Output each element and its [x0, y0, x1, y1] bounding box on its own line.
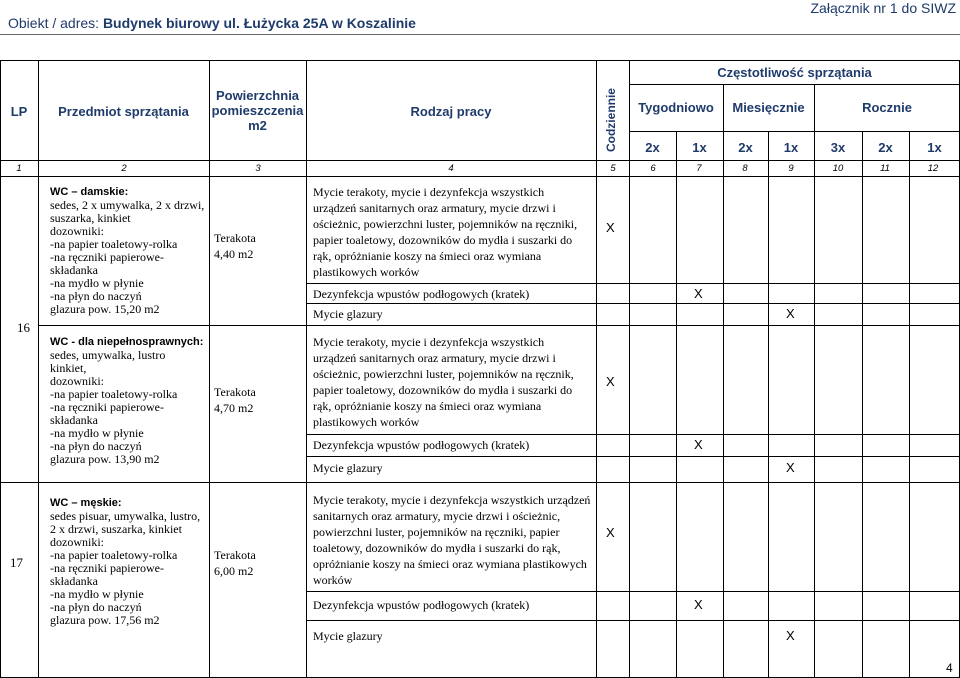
subject-line: -na mydło w płynie — [50, 276, 144, 290]
subject-wc-disabled — [50, 336, 203, 466]
subject-line: glazura pow. 15,20 m2 — [50, 302, 160, 316]
subject-title: WC – męskie: — [50, 497, 122, 509]
yearly-header: Rocznie — [862, 100, 912, 115]
subject-title: WC – damskie: — [50, 186, 129, 198]
col-number: 5 — [610, 163, 616, 174]
area-wc-female — [214, 230, 256, 262]
area-header-line3: m2 — [248, 118, 267, 133]
subject-line: -na płyn do naczyń — [50, 289, 142, 303]
mark-weekly-1x: X — [694, 437, 703, 452]
subject-line: dozowniki: — [50, 374, 104, 388]
subject-line: -na papier toaletowy-rolka — [50, 548, 178, 562]
work-line: papier toaletowy, dozowników do mydła i suszarki do — [313, 383, 573, 397]
work-tiles-wc-female: Mycie glazury — [313, 307, 383, 321]
work-tiles-wc-male: Mycie glazury — [313, 629, 383, 643]
freq-col: 2x — [878, 140, 893, 155]
area-wc-disabled — [214, 384, 256, 416]
row-lp-16: 16 — [17, 320, 30, 335]
work-main-wc-disabled — [313, 334, 574, 430]
subject-line: -na papier toaletowy-rolka — [50, 237, 178, 251]
col-area-header — [209, 88, 306, 133]
subject-line: sedes, umywalka, lustro — [50, 348, 166, 362]
monthly-header: Miesięcznie — [732, 100, 805, 115]
mark-daily: X — [606, 374, 615, 389]
work-line: urządzeń sanitarnych oraz armatury, mycie drzwi i — [313, 201, 556, 215]
subject-line: dozowniki: — [50, 535, 104, 549]
page-number: 4 — [946, 661, 953, 675]
weekly-header: Tygodniowo — [638, 100, 714, 115]
subject-line: glazura pow. 13,90 m2 — [50, 452, 160, 466]
col-number: 7 — [696, 163, 702, 174]
work-line: rąk, opróżnianie koszy na śmieci oraz wymiana — [313, 249, 542, 263]
work-line: Mycie terakoty, mycie i dezynfekcja wszystkich — [313, 335, 545, 349]
col-number: 3 — [255, 163, 261, 174]
mark-daily: X — [606, 220, 615, 235]
subject-line: -na mydło w płynie — [50, 426, 144, 440]
col-number: 10 — [832, 163, 844, 174]
work-line: powierzchni luster, pojemników na ręczniki, papier — [313, 525, 560, 539]
col-number: 6 — [650, 163, 656, 174]
work-tiles-wc-disabled: Mycie glazury — [313, 461, 383, 475]
area-value: 4,70 m2 — [214, 401, 254, 415]
subject-line: składanka — [50, 263, 98, 277]
work-line: toaletowy, dozowników do mydła i suszarki do rąk, — [313, 541, 561, 555]
work-main-wc-male — [313, 492, 590, 588]
subject-line: suszarka, kinkiet — [50, 211, 131, 225]
subject-line: -na płyn do naczyń — [50, 439, 142, 453]
subject-line: sedes, 2 x umywalka, 2 x drzwi, — [50, 198, 205, 212]
subject-line: składanka — [50, 413, 98, 427]
work-line: opróżnianie koszy na śmieci oraz wymiana plastikowych — [313, 557, 587, 571]
mark-daily: X — [606, 525, 615, 540]
freq-col: 2x — [645, 140, 660, 155]
col-work-header: Rodzaj pracy — [410, 104, 492, 119]
mark-monthly-1x: X — [786, 628, 795, 643]
col-number: 8 — [742, 163, 748, 174]
col-number: 12 — [927, 163, 939, 174]
col-lp-header: LP — [10, 104, 28, 119]
subject-line: sedes pisuar, umywalka, lustro, — [50, 509, 201, 523]
work-drain-wc-male: Dezynfekcja wpustów podłogowych (kratek) — [313, 598, 530, 612]
freq-col: 1x — [692, 140, 707, 155]
subject-line: 2 x drzwi, suszarka, kinkiet — [50, 522, 182, 536]
freq-col: 3x — [830, 140, 846, 155]
address-prefix: Obiekt / adres: — [8, 15, 103, 31]
subject-line: -na ręczniki papierowe- — [50, 561, 164, 575]
work-drain-wc-female: Dezynfekcja wpustów podłogowych (kratek) — [313, 287, 530, 301]
area-material: Terakota — [214, 548, 256, 562]
freq-col: 1x — [927, 140, 942, 155]
subject-line: -na ręczniki papierowe- — [50, 250, 164, 264]
freq-col: 1x — [783, 140, 799, 155]
mark-monthly-1x: X — [786, 460, 795, 475]
area-material: Terakota — [214, 231, 256, 245]
subject-wc-female — [50, 186, 204, 316]
col-number: 1 — [16, 163, 22, 174]
work-line: Mycie terakoty, mycie i dezynfekcja wszystkich — [313, 185, 545, 199]
subject-line: -na mydło w płynie — [50, 587, 144, 601]
work-line: ościeżnic, powierzchni luster, pojemników na ręcznik, — [313, 367, 574, 381]
subject-wc-male — [50, 497, 200, 627]
subject-line: -na ręczniki papierowe- — [50, 400, 164, 414]
col-number: 9 — [788, 163, 794, 174]
work-line: rąk, opróżnianie koszy na śmieci oraz wymiana — [313, 399, 542, 413]
work-line: plastikowych worków — [313, 415, 420, 429]
col-subject-header: Przedmiot sprzątania — [58, 104, 189, 119]
area-value: 4,40 m2 — [214, 247, 254, 261]
area-header-line1: Powierzchnia — [215, 88, 300, 103]
subject-line: dozowniki: — [50, 224, 104, 238]
area-header-line2: pomieszczenia — [211, 103, 304, 118]
frequency-header: Częstotliwość sprzątania — [717, 65, 872, 80]
subject-line: -na płyn do naczyń — [50, 600, 142, 614]
work-line: worków — [313, 573, 353, 587]
work-line: ościeżnic, powierzchni luster, pojemników na ręczniki, — [313, 217, 578, 231]
address-value: Budynek biurowy ul. Łużycka 25A w Koszalinie — [102, 15, 416, 31]
col-daily-header: Codziennie — [604, 88, 618, 153]
col-number: 11 — [880, 163, 890, 174]
row-lp-17: 17 — [10, 555, 23, 570]
area-value: 6,00 m2 — [214, 564, 254, 578]
work-line: plastikowych worków — [313, 265, 420, 279]
subject-line: kinkiet, — [50, 361, 87, 375]
work-line: papier toaletowy, dozowników do mydła i suszarki do — [313, 233, 573, 247]
subject-title: WC - dla niepełnosprawnych: — [50, 336, 204, 348]
subject-line: glazura pow. 17,56 m2 — [50, 613, 160, 627]
work-line: Mycie terakoty, mycie i dezynfekcja wszystkich urządzeń — [313, 493, 591, 507]
work-drain-wc-disabled: Dezynfekcja wpustów podłogowych (kratek) — [313, 438, 530, 452]
work-main-wc-female — [313, 184, 577, 280]
mark-monthly-1x: X — [786, 306, 795, 321]
work-line: urządzeń sanitarnych oraz armatury, mycie drzwi i — [313, 351, 556, 365]
freq-col: 2x — [738, 140, 753, 155]
subject-line: -na papier toaletowy-rolka — [50, 387, 178, 401]
subject-line: składanka — [50, 574, 98, 588]
work-line: sanitarnych oraz armatury, mycie drzwi i ościeżnic, — [313, 509, 561, 523]
col-number: 2 — [121, 163, 127, 174]
attachment-label: Załącznik nr 1 do SIWZ — [810, 0, 956, 16]
col-number: 4 — [448, 163, 454, 174]
mark-weekly-1x: X — [694, 286, 703, 301]
area-wc-male — [214, 547, 256, 579]
area-material: Terakota — [214, 385, 256, 399]
mark-weekly-1x: X — [694, 597, 703, 612]
